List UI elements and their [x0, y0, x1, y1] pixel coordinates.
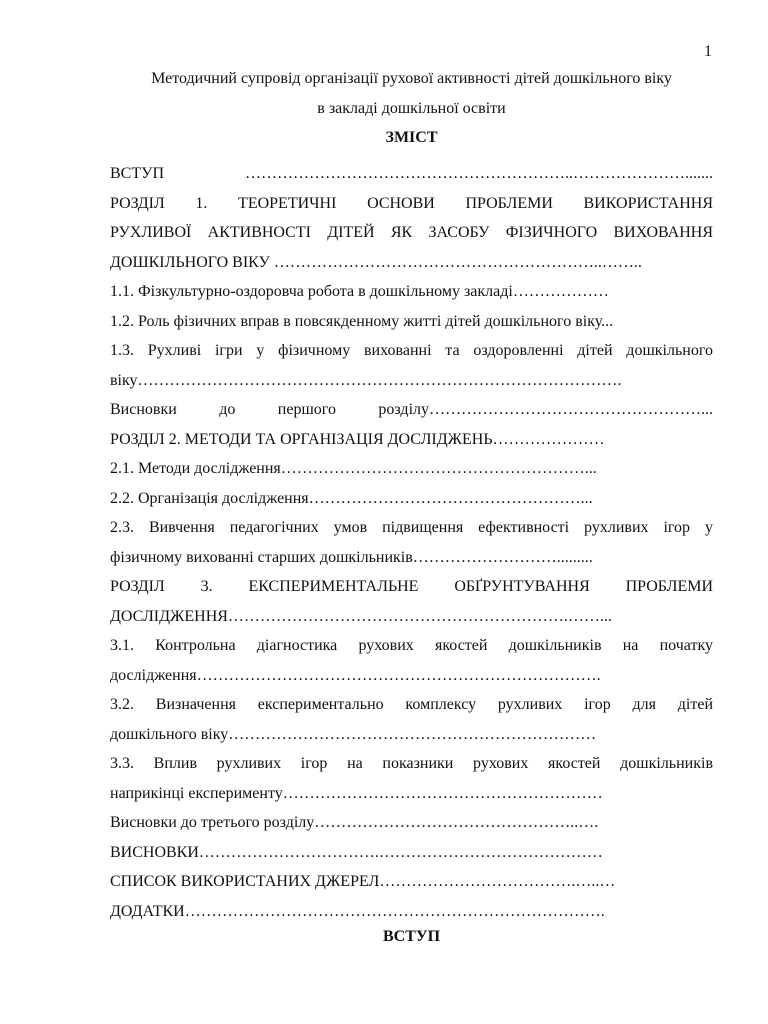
toc-entry-1-1: 1.1. Фізкультурно-оздоровча робота в дошкільному закладі………………	[110, 283, 609, 300]
toc-entry-chapter-3-conclusions: Висновки до третього розділу…………………………………………..….	[110, 814, 599, 831]
toc-entry-chapter-1-line-3: ДОШКІЛЬНОГО ВІКУ ……………………………………………………..……..	[110, 253, 642, 271]
toc-entry-references: СПИСОК ВИКОРИСТАНИХ ДЖЕРЕЛ……………………………….…..…	[110, 873, 616, 890]
toc-entry-chapter-1-conclusions: Висновки до першого розділу……………………………………………...	[110, 401, 713, 418]
toc-entry-3-2-line-2: дошкільного віку……………………………………………………………	[110, 725, 597, 743]
page-number: 1	[704, 43, 712, 60]
toc-entry-3-3-line-2: наприкінці експерименту……………………………………………………	[110, 784, 603, 802]
toc-entry-appendices: ДОДАТКИ…………………………………………………………………….	[110, 902, 605, 920]
toc-entry-2-1: 2.1. Методи дослідження…………………………………………………...	[110, 460, 597, 477]
toc-entry-3-3-line-1: 3.3. Вплив рухливих ігор на показники рухових якостей дошкільників	[110, 755, 713, 772]
toc-entry-1-3-line-2: віку……………………………………………………………………………….	[110, 371, 622, 389]
toc-entry-conclusions: ВИСНОВКИ…………………………….……………………………………	[110, 843, 603, 861]
document-title-line-2: в закладі дошкільної освіти	[317, 100, 506, 117]
toc-entry-1-3-line-1: 1.3. Рухливі ігри у фізичному вихованні та оздоровленні дітей дошкільного	[110, 342, 713, 359]
toc-entry-3-2-line-1: 3.2. Визначення експериментально комплексу рухливих ігор для дітей	[110, 696, 713, 713]
toc-entry-2-3-line-1: 2.3. Вивчення педагогічних умов підвищення ефективності рухливих ігор у	[110, 519, 713, 536]
table-of-contents	[110, 159, 713, 926]
toc-entry-chapter-3-line-1: РОЗДІЛ 3. ЕКСПЕРИМЕНТАЛЬНЕ ОБҐРУНТУВАННЯ ПРОБЛЕМИ	[110, 578, 713, 595]
document-title-line-1: Методичний супровід організації рухової активності дітей дошкільного віку	[151, 70, 672, 87]
toc-entry-chapter-3-line-2: ДОСЛІДЖЕННЯ……………………………………………………….……...	[110, 607, 612, 625]
toc-entry-chapter-1-line-2: РУХЛИВОЇ АКТИВНОСТІ ДІТЕЙ ЯК ЗАСОБУ ФІЗИЧНОГО ВИХОВАННЯ	[110, 224, 713, 241]
toc-entry-2-3-line-2: фізичному вихованні старших дошкільників……………………….........	[110, 548, 593, 566]
toc-entry-intro: ВСТУП ……………………………………………………..………………….......	[110, 165, 713, 182]
introduction-heading: ВСТУП	[382, 928, 441, 945]
toc-entry-2-2: 2.2. Організація дослідження……………………………………………...	[110, 489, 593, 507]
toc-entry-chapter-1-line-1: РОЗДІЛ 1. ТЕОРЕТИЧНІ ОСНОВИ ПРОБЛЕМИ ВИКОРИСТАННЯ	[110, 194, 713, 212]
table-of-contents-heading: ЗМІСТ	[385, 129, 438, 146]
toc-entry-chapter-2: РОЗДІЛ 2. МЕТОДИ ТА ОРГАНІЗАЦІЯ ДОСЛІДЖЕНЬ…………………	[110, 430, 605, 448]
toc-entry-3-1-line-1: 3.1. Контрольна діагностика рухових якостей дошкільників на початку	[110, 637, 713, 654]
toc-entry-3-1-line-2: дослідження………………………………………………………………….	[110, 666, 601, 684]
toc-entry-1-2: 1.2. Роль фізичних вправ в повсякденному житті дітей дошкільного віку...	[110, 312, 614, 330]
